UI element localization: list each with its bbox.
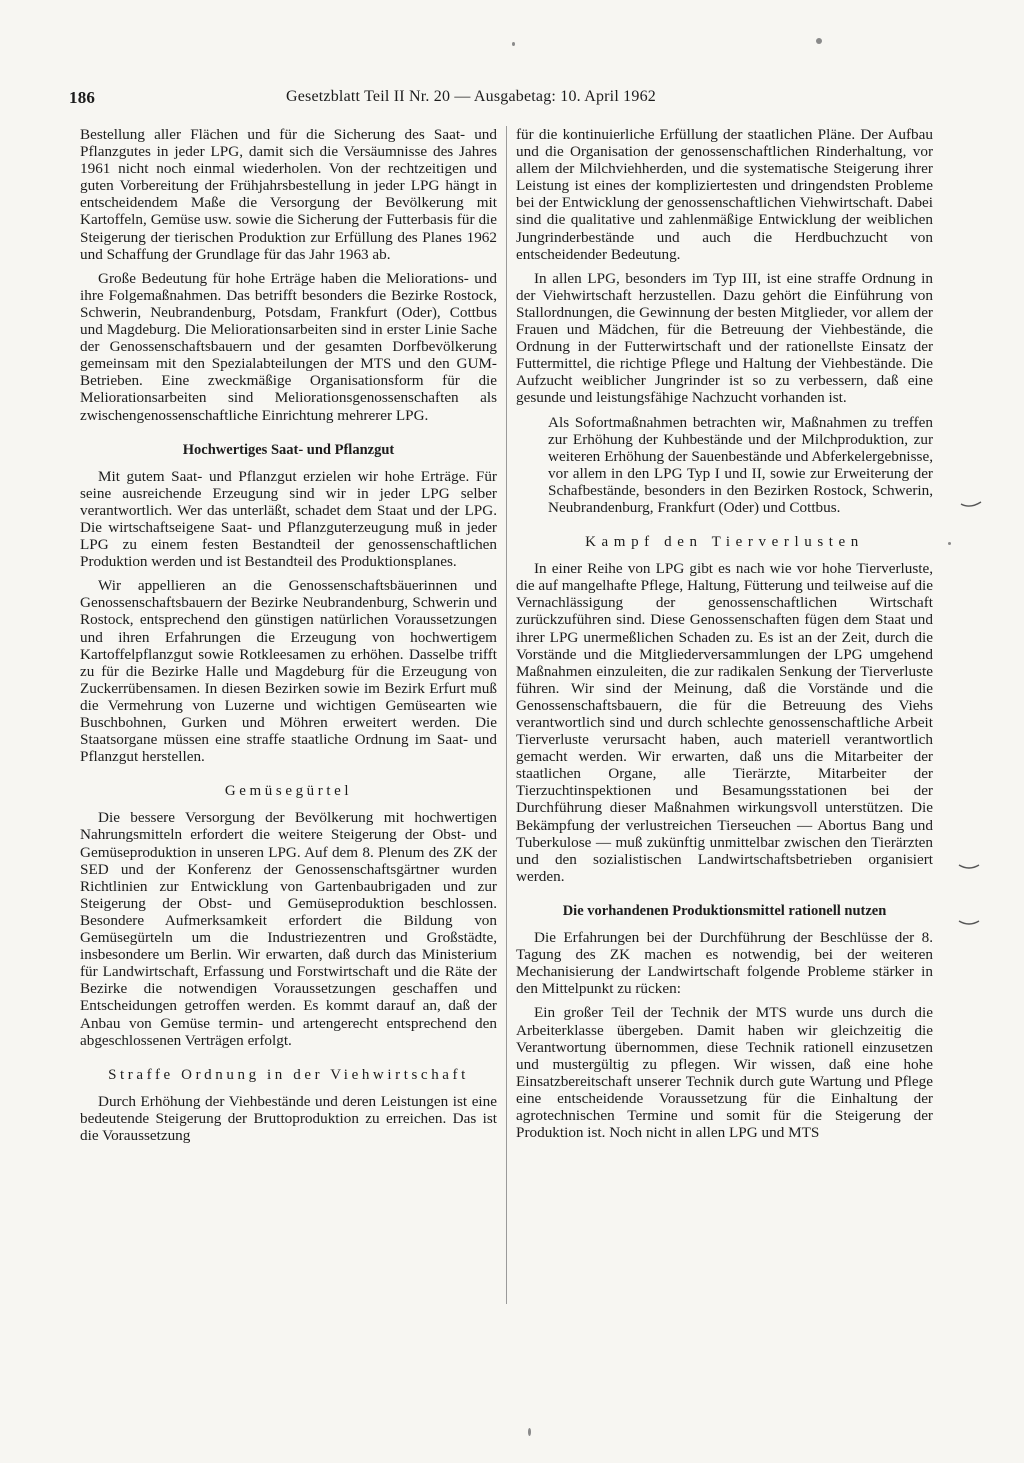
paragraph: Große Bedeutung für hohe Erträge haben die Meliorations- und ihre Folgemaßnahmen. Das betrifft besonders die Bezirke Rostock, Schwerin, Neubrandenburg, Potsdam, Frankfurt (Oder), Cottbus und Magdeburg. Die Meliorationsarbeiten sind in erster Linie Sache der Genossenschaftsbauern und der gesamten Dorfbevölkerung gemeinsam mit den Spezialabteilungen der MTS und den GUM-Betrieben. Eine zweckmäßige Organisationsform für die Meliorationsarbeiten sind Meliorationsgenossenschaften als zwischengenossenschaftliche Einrichtung mehrerer LPG.: [80, 269, 497, 424]
scan-speck: [512, 42, 515, 46]
paragraph: Die bessere Versorgung der Bevölkerung mit hochwertigen Nahrungsmitteln erfordert die weitere Steigerung der Obst- und Gemüseproduktion in unseren LPG. Auf dem 8. Plenum des ZK der SED und der Konferenz der Genossenschaftsgärtner wurden Richtlinien zur Entwicklung von Gartenbaubrigaden und zur Steigerung der Obst- und Gemüseproduktion beschlossen. Besondere Aufmerksamkeit erfordert die Bildung von Gemüsegürteln um die Industriezentren und Großstädte, insbesondere um Berlin. Wir erwarten, daß durch das Ministerium für Landwirtschaft, Erfassung und Forstwirtschaft und die Räte der Bezirke die notwendigen Voraussetzungen geschaffen und Entscheidungen getroffen werden. Es kommt darauf an, daß der Anbau von Gemüse termin- und artengerecht entsprechend den abgeschlossenen Verträgen erfolgt.: [80, 809, 497, 1049]
paragraph: für die kontinuierliche Erfüllung der staatlichen Pläne. Der Aufbau und die Organisation der genossenschaftlichen Rinderhaltung, vor allem der Milchviehherden, und die systematische Steigerung ihrer Leistung ist eines der kompliziertesten und dringendsten Probleme bei der Entwicklung der genossenschaftlichen Viehwirtschaft. Dabei sind die qualitative und zahlenmäßige Entwicklung der weiblichen Jungrinderbestände und auch die Herdbuchzucht von entscheidender Bedeutung.: [516, 126, 933, 263]
paragraph: Durch Erhöhung der Viehbestände und deren Leistungen ist eine bedeutende Steigerung der Bruttoproduktion zu erreichen. Das ist die Voraussetzung: [80, 1092, 497, 1144]
left-column: [80, 126, 497, 1151]
paragraph: Ein großer Teil der Technik der MTS wurde uns durch die Arbeiterklasse übergeben. Damit haben wir gleichzeitig die Verantwortung übernommen, diese Technik rationell einzusetzen und mustergültig zu pflegen. Wir wissen, daß eine hohe Einsatzbereitschaft unserer Technik durch gute Wartung und Pflege eine entscheidende Voraussetzung für die Einhaltung der agrotechnischen Termine und somit für die Steigerung der Produktion ist. Noch nicht in allen LPG und MTS: [516, 1004, 933, 1142]
gazette-title: Gesetzblatt Teil II Nr. 20 — Ausgabetag: 10. April 1962: [286, 88, 656, 105]
scan-speck: [816, 38, 822, 44]
margin-check-mark: [960, 500, 982, 510]
paragraph: In einer Reihe von LPG gibt es nach wie vor hohe Tierverluste, die auf mangelhafte Pflege, Haltung, Fütterung und teilweise auf die Vernachlässigung der genossenschaftlichen Wirtschaft zurückzuführen sind. Diese Genossenschaften fügen dem Staat und ihrer LPG unermeßlichen Schaden zu. Es ist an der Zeit, durch die Vorstände und die Mitgliederversammlungen der LPG umgehend Maßnahmen einzuleiten, die zur radikalen Senkung der Tierverluste führen. Wir sind der Meinung, daß die Vorstände und die Genossenschaftsbauern, die für die Betreuung des Viehs verantwortlich sind und durch schlechte genossenschaftliche Arbeit Tierverluste verursacht haben, auch materiell verantwortlich gemacht werden. Wir erwarten, daß uns die Mitarbeiter der staatlichen Organe, alle Tierärzte, Mitarbeiter der Tierzuchtinspektionen und Besamungsstationen bei der Durchführung dieser Maßnahmen wirkungsvoll unterstützen. Die Bekämpfung der verlustreichen Tierseuchen — Abortus Bang und Tuberkulose — muß zukünftig unmittelbar zwischen den Tierärzten und den sozialistischen Landwirtschaftsbetrieben organisiert werden.: [516, 560, 933, 885]
column-divider: [506, 126, 507, 1304]
indented-paragraph: Als Sofortmaßnahmen betrachten wir, Maßnahmen zu treffen zur Erhöhung der Kuhbestände und der Milchproduktion, zur weiteren Erhöhung der Sauenbestände und Abferkelergebnisse, vor allem in den LPG Typ I und II, sowie zur Erweiterung der Schafbestände, besonders in den Bezirken Rostock, Schwerin, Neubrandenburg, Frankfurt (Oder) und Cottbus.: [548, 413, 933, 516]
scan-speck: [948, 542, 951, 545]
page-number: 186: [69, 88, 96, 107]
section-heading: Straffe Ordnung in der Viehwirtschaft: [108, 1066, 469, 1083]
paragraph: Die Erfahrungen bei der Durchführung der Beschlüsse der 8. Tagung des ZK machen es notwendig, bei der weiteren Mechanisierung der Landwirtschaft folgende Probleme stärker in den Mittelpunkt zu rücken:: [516, 929, 933, 998]
scan-speck: [528, 1428, 531, 1436]
paragraph: Wir appellieren an die Genossenschaftsbäuerinnen und Genossenschaftsbauern der Bezirke Neubrandenburg, Schwerin und Rostock, entsprechend den günstigen natürlichen Voraussetzungen und ihren Erfahrungen die Erzeugung von hochwertigem Kartoffelpflanzgut sowie Rotkleesamen zu erhöhen. Dasselbe trifft zu für die Bezirke Halle und Magdeburg für die Erzeugung von Zuckerrübensamen. In diesen Bezirken sowie im Bezirk Erfurt muß die Vermehrung von Luzerne und wichtigen Gemüsearten wie Buschbohnen, Gurken und Möhren erweitert werden. Die Staatsorgane müssen eine straffe staatliche Ordnung im Saat- und Pflanzgut herstellen.: [80, 577, 497, 766]
section-heading: Hochwertiges Saat- und Pflanzgut: [182, 441, 395, 458]
page-header: [69, 88, 739, 112]
margin-check-mark: [958, 862, 980, 872]
section-heading: Die vorhandenen Produktionsmittel rationell nutzen: [562, 902, 887, 919]
section-heading: Gemüsegürtel: [224, 783, 353, 800]
paragraph: In allen LPG, besonders im Typ III, ist eine straffe Ordnung in der Viehwirtschaft herzustellen. Dazu gehört die Einführung von Stallordnungen, die Gewinnung der besten Mitglieder, vor allem der Frauen und Mädchen, für die Betreuung der Viehbestände, die Ordnung in der Futterwirtschaft und der rationellste Einsatz der Futtermittel, die richtige Pflege und Haltung der Viehbestände. Die Aufzucht weiblicher Jungrinder ist so zu verbessern, daß eine gesunde und leistungsfähige Nachzucht vorhanden ist.: [516, 269, 933, 407]
paragraph: Bestellung aller Flächen und für die Sicherung des Saat- und Pflanzgutes in jeder LPG, damit sich die Versäumnisse des Jahres 1961 nicht noch einmal wiederholen. Von der rechtzeitigen und guten Vorbereitung der Frühjahrsbestellung in jeder LPG hängt in entscheidendem Maße die Versorgung der Bevölkerung mit Kartoffeln, Gemüse usw. sowie die Sicherung der Futterbasis für die Steigerung der tierischen Produktion zur Erfüllung des Planes 1962 und Schaffung der Grundlage für das Jahr 1963 ab.: [80, 126, 497, 263]
section-heading: Kampf den Tierverlusten: [585, 534, 864, 551]
right-column: [516, 126, 933, 1148]
margin-check-mark: [958, 918, 980, 928]
paragraph: Mit gutem Saat- und Pflanzgut erzielen wir hohe Erträge. Für seine ausreichende Erzeugung sind wir in jeder LPG selber verantwortlich. Wer das unterläßt, schadet dem Staat und der LPG. Die wirtschaftseigene Saat- und Pflanzguterzeugung muß in jeder LPG zu einem festen Bestandteil der genossenschaftlichen Produktion werden und ist Bestandteil des Produktionsplanes.: [80, 467, 497, 571]
